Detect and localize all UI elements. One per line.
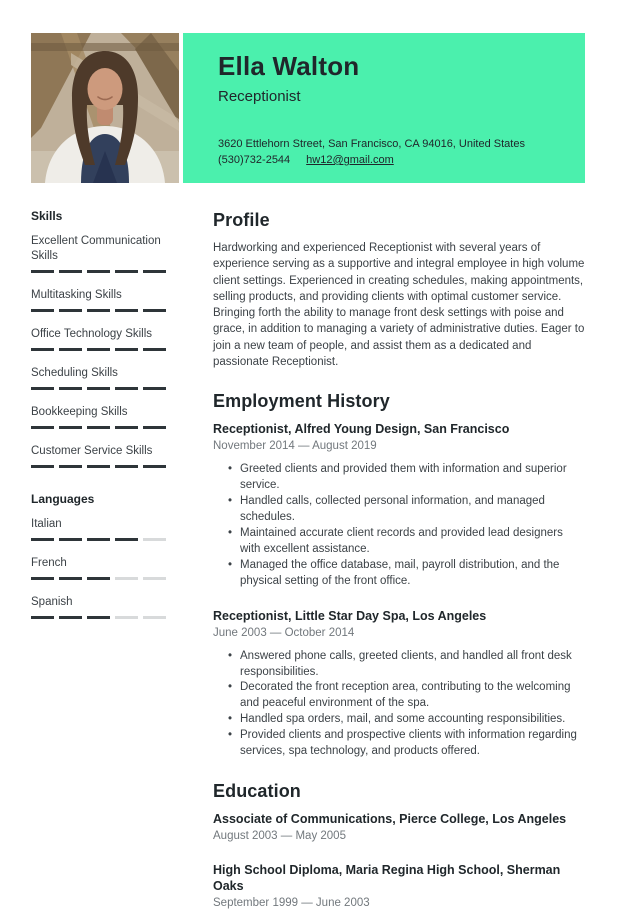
skills-section xyxy=(31,209,166,468)
job-bullet: • Maintained accurate client records and provided lead designers with excellent assistance. xyxy=(213,526,585,558)
job-bullet: • Provided clients and prospective clients with information regarding services, spa technology, and products offered. xyxy=(213,728,585,760)
rated-item-label: Scheduling Skills xyxy=(31,367,118,379)
address-line: 3620 Ettlehorn Street, San Francisco, CA 94016, United States xyxy=(218,138,525,150)
level-segment xyxy=(31,309,54,312)
rated-item-label: French xyxy=(31,557,67,569)
level-segment xyxy=(59,270,82,273)
education-entry-dates: August 2003 — May 2005 xyxy=(213,829,346,842)
level-segment xyxy=(59,387,82,390)
rated-item xyxy=(31,595,166,619)
job-entry-dates: June 2003 — October 2014 xyxy=(213,626,355,639)
level-segment xyxy=(59,309,82,312)
education-list xyxy=(213,811,585,909)
employment-heading: Employment History xyxy=(213,391,390,412)
level-segment xyxy=(87,270,110,273)
level-segment xyxy=(143,577,166,580)
level-segment xyxy=(115,387,138,390)
level-segment xyxy=(143,538,166,541)
education-entry-title: High School Diploma, Maria Regina High School, Sherman Oaks xyxy=(213,862,561,893)
level-segment xyxy=(87,309,110,312)
job-entry-dates: November 2014 — August 2019 xyxy=(213,440,377,453)
job-bullet: • Decorated the front reception area, contributing to the welcoming and peaceful environment of the spa. xyxy=(213,680,585,712)
level-segment xyxy=(143,465,166,468)
job-bullet: • Managed the office database, mail, payroll distribution, and the physical setting of the front office. xyxy=(213,558,585,590)
level-bar xyxy=(31,538,166,541)
profile-heading: Profile xyxy=(213,210,270,230)
level-segment xyxy=(31,387,54,390)
level-segment xyxy=(59,348,82,351)
job-bullet: • Greeted clients and provided them with information and superior service. xyxy=(213,462,585,494)
rated-item-label: Excellent Communication Skills xyxy=(31,235,161,262)
job-entry-title: Receptionist, Little Star Day Spa, Los Angeles xyxy=(213,608,487,623)
level-segment xyxy=(115,426,138,429)
rated-item xyxy=(31,405,166,429)
level-segment xyxy=(115,465,138,468)
level-segment xyxy=(87,577,110,580)
education-entry-title: Associate of Communications, Pierce College, Los Angeles xyxy=(213,811,567,826)
level-segment xyxy=(143,387,166,390)
header-accent-panel xyxy=(183,33,585,183)
job-bullet-list xyxy=(213,649,585,760)
level-bar xyxy=(31,270,166,273)
level-segment xyxy=(31,538,54,541)
resume-header xyxy=(0,0,619,183)
level-segment xyxy=(31,616,54,619)
level-bar xyxy=(31,309,166,312)
rated-item xyxy=(31,444,166,468)
job-bullet: • Handled spa orders, mail, and some accounting responsibilities. xyxy=(213,712,585,728)
profile-text: Hardworking and experienced Receptionist with several years of experience serving as a supportive and integral employee in high volume client settings. Experienced in creating schedules, making appointments, selling products, and providing clients with optimal customer service. Bringing forth the ability to manage front desk settings with poise and grace, in addition to managing a variety of administrative duties. Eager to join a new team of people, and assist them as a dedicated and passionate Receptionist. xyxy=(213,242,585,369)
languages-heading: Languages xyxy=(31,492,95,506)
level-segment xyxy=(143,348,166,351)
level-segment xyxy=(87,387,110,390)
phone-number: (530)732-2544 xyxy=(218,154,291,166)
level-segment xyxy=(143,426,166,429)
level-segment xyxy=(59,616,82,619)
rated-item xyxy=(31,517,166,541)
level-segment xyxy=(115,348,138,351)
jobs-list xyxy=(213,421,585,760)
job-entry xyxy=(213,421,585,589)
level-bar xyxy=(31,616,166,619)
level-segment xyxy=(87,348,110,351)
rated-item xyxy=(31,288,166,312)
employment-section xyxy=(213,391,585,760)
education-heading: Education xyxy=(213,780,301,801)
languages-list xyxy=(31,517,166,619)
profile-section xyxy=(213,210,585,370)
level-segment xyxy=(87,538,110,541)
level-segment xyxy=(31,465,54,468)
level-bar xyxy=(31,465,166,468)
skills-list xyxy=(31,234,166,468)
main-column xyxy=(213,210,585,909)
level-segment xyxy=(31,577,54,580)
level-segment xyxy=(87,616,110,619)
level-segment xyxy=(143,616,166,619)
education-entry xyxy=(213,811,585,842)
level-segment xyxy=(115,270,138,273)
job-bullet: • Answered phone calls, greeted clients, and handled all front desk responsibilities. xyxy=(213,649,585,681)
job-bullet-list xyxy=(213,462,585,589)
sidebar xyxy=(31,209,166,909)
level-segment xyxy=(31,348,54,351)
rated-item-label: Office Technology Skills xyxy=(31,328,153,340)
job-entry xyxy=(213,608,585,760)
job-entry-title: Receptionist, Alfred Young Design, San Francisco xyxy=(213,422,510,437)
level-segment xyxy=(115,577,138,580)
level-segment xyxy=(87,426,110,429)
level-segment xyxy=(143,270,166,273)
resume-body xyxy=(0,209,619,909)
level-bar xyxy=(31,387,166,390)
rated-item-label: Bookkeeping Skills xyxy=(31,406,128,418)
level-segment xyxy=(31,426,54,429)
rated-item xyxy=(31,556,166,580)
rated-item-label: Multitasking Skills xyxy=(31,289,122,301)
skills-heading: Skills xyxy=(31,209,63,223)
rated-item-label: Customer Service Skills xyxy=(31,445,153,457)
rated-item-label: Italian xyxy=(31,518,62,530)
profile-photo-illustration xyxy=(31,33,179,183)
rated-item-label: Spanish xyxy=(31,596,73,608)
contact-block xyxy=(218,136,565,168)
education-entry-dates: September 1999 — June 2003 xyxy=(213,896,370,909)
rated-item xyxy=(31,327,166,351)
rated-item xyxy=(31,234,166,273)
candidate-name: Ella Walton xyxy=(218,51,360,81)
level-segment xyxy=(59,426,82,429)
education-section xyxy=(213,781,585,909)
profile-photo xyxy=(31,33,179,183)
level-segment xyxy=(59,577,82,580)
level-segment xyxy=(143,309,166,312)
candidate-title: Receptionist xyxy=(218,87,301,105)
level-segment xyxy=(59,465,82,468)
level-segment xyxy=(31,270,54,273)
level-segment xyxy=(87,465,110,468)
email-link[interactable]: hw12@gmail.com xyxy=(306,154,394,166)
languages-section xyxy=(31,492,166,619)
level-segment xyxy=(115,309,138,312)
rated-item xyxy=(31,366,166,390)
level-bar xyxy=(31,577,166,580)
level-bar xyxy=(31,426,166,429)
level-segment xyxy=(59,538,82,541)
education-entry xyxy=(213,862,585,909)
level-bar xyxy=(31,348,166,351)
level-segment xyxy=(115,616,138,619)
level-segment xyxy=(115,538,138,541)
job-bullet: • Handled calls, collected personal information, and managed schedules. xyxy=(213,494,585,526)
